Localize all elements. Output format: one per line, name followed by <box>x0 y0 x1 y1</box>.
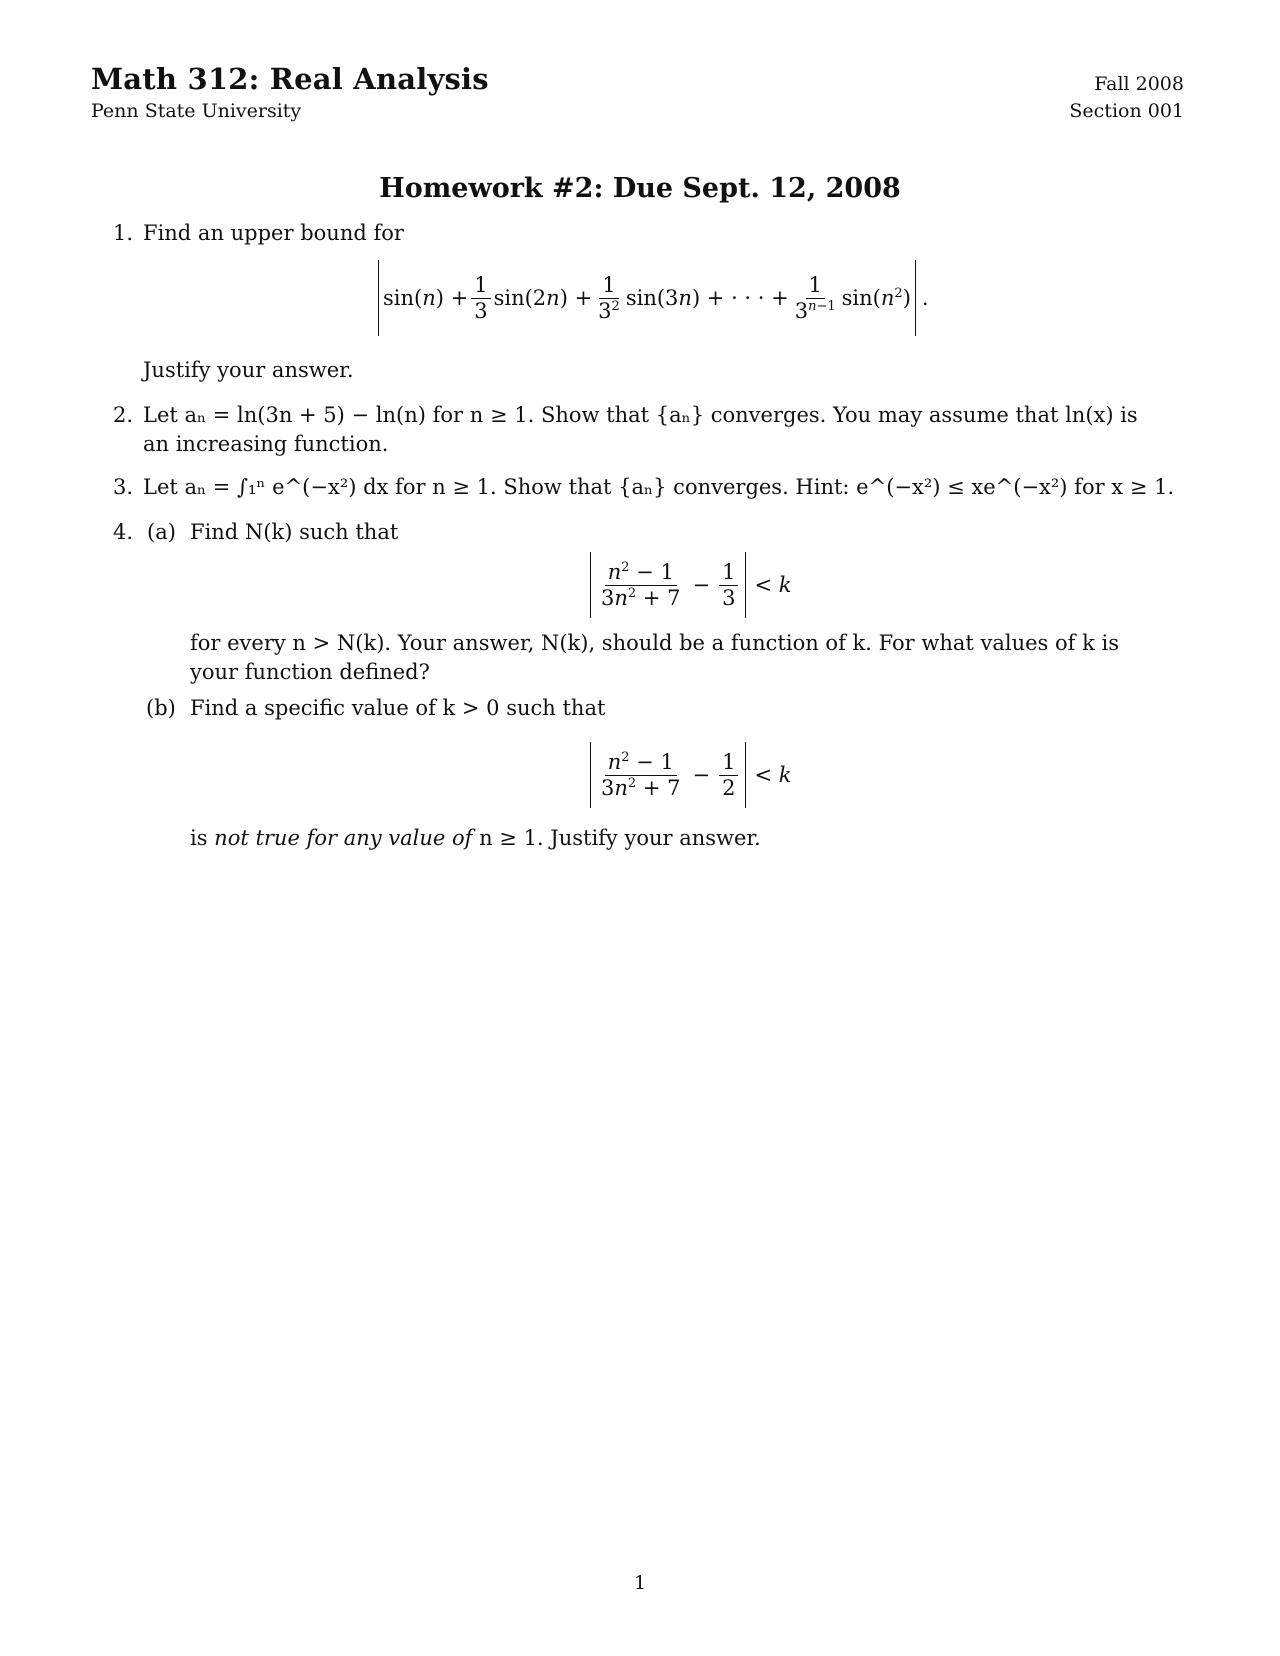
page-number: 1 <box>633 1572 647 1594</box>
problem-4b-formula: $\frac{n^2 - 1}{3n^2 + 7}$ − $\frac{1}{2}$ < k <box>590 740 792 810</box>
problem-2-text-line2: an increasing function. <box>143 432 389 456</box>
problem-4b-followup-suffix: n ≥ 1. Justify your answer. <box>472 826 761 850</box>
section-label: Section 001 <box>1069 100 1184 122</box>
problem-2-text-line1: Let aₙ = ln(3n + 5) − ln(n) for n ≥ 1. Show that {aₙ} converges. You may assume that ln(x) is <box>143 403 1138 427</box>
problem-4b-followup <box>190 826 761 850</box>
problem-4b-followup-italic: not true for any value of <box>214 826 473 850</box>
assignment-title: Homework #2: Due Sept. 12, 2008 <box>379 173 901 204</box>
problem-3-number: 3. <box>113 475 134 499</box>
problem-4a-followup-line1: for every n > N(k). Your answer, N(k), should be a function of k. For what values of k is <box>190 631 1119 655</box>
problem-4b-followup-prefix: is <box>190 826 215 850</box>
problem-1-formula: sin(n) + $\frac{1}{3}$ sin(2n) + $\frac{1}{3^2}$ sin(3n) + · · · + $\frac{1}{3^{n-1}}$ $\sin(n^2)$ . <box>378 258 929 338</box>
problem-4a-formula: $\frac{n^2 - 1}{3n^2 + 7}$ − $\frac{1}{3}$ < k <box>590 550 792 620</box>
problem-4a-text: Find N(k) such that <box>190 520 399 544</box>
problem-4a-followup-line2: your function defined? <box>190 660 430 684</box>
problem-1-text: Find an upper bound for <box>143 221 404 245</box>
problem-4-number: 4. <box>113 520 134 544</box>
problem-4b-text: Find a specific value of k > 0 such that <box>190 696 606 720</box>
problem-4b-label: (b) <box>146 696 176 720</box>
university-name: Penn State University <box>91 100 302 122</box>
problem-4a-label: (a) <box>147 520 176 544</box>
problem-3-text: Let aₙ = ∫₁ⁿ e^(−x²) dx for n ≥ 1. Show that {aₙ} converges. Hint: e^(−x²) ≤ xe^(−x²) for x ≥ 1. <box>143 475 1175 499</box>
problem-1-followup: Justify your answer. <box>143 358 354 382</box>
problem-2-number: 2. <box>113 403 134 427</box>
course-title: Math 312: Real Analysis <box>91 62 489 96</box>
term-label: Fall 2008 <box>1094 73 1184 95</box>
problem-1-number: 1. <box>113 221 134 245</box>
